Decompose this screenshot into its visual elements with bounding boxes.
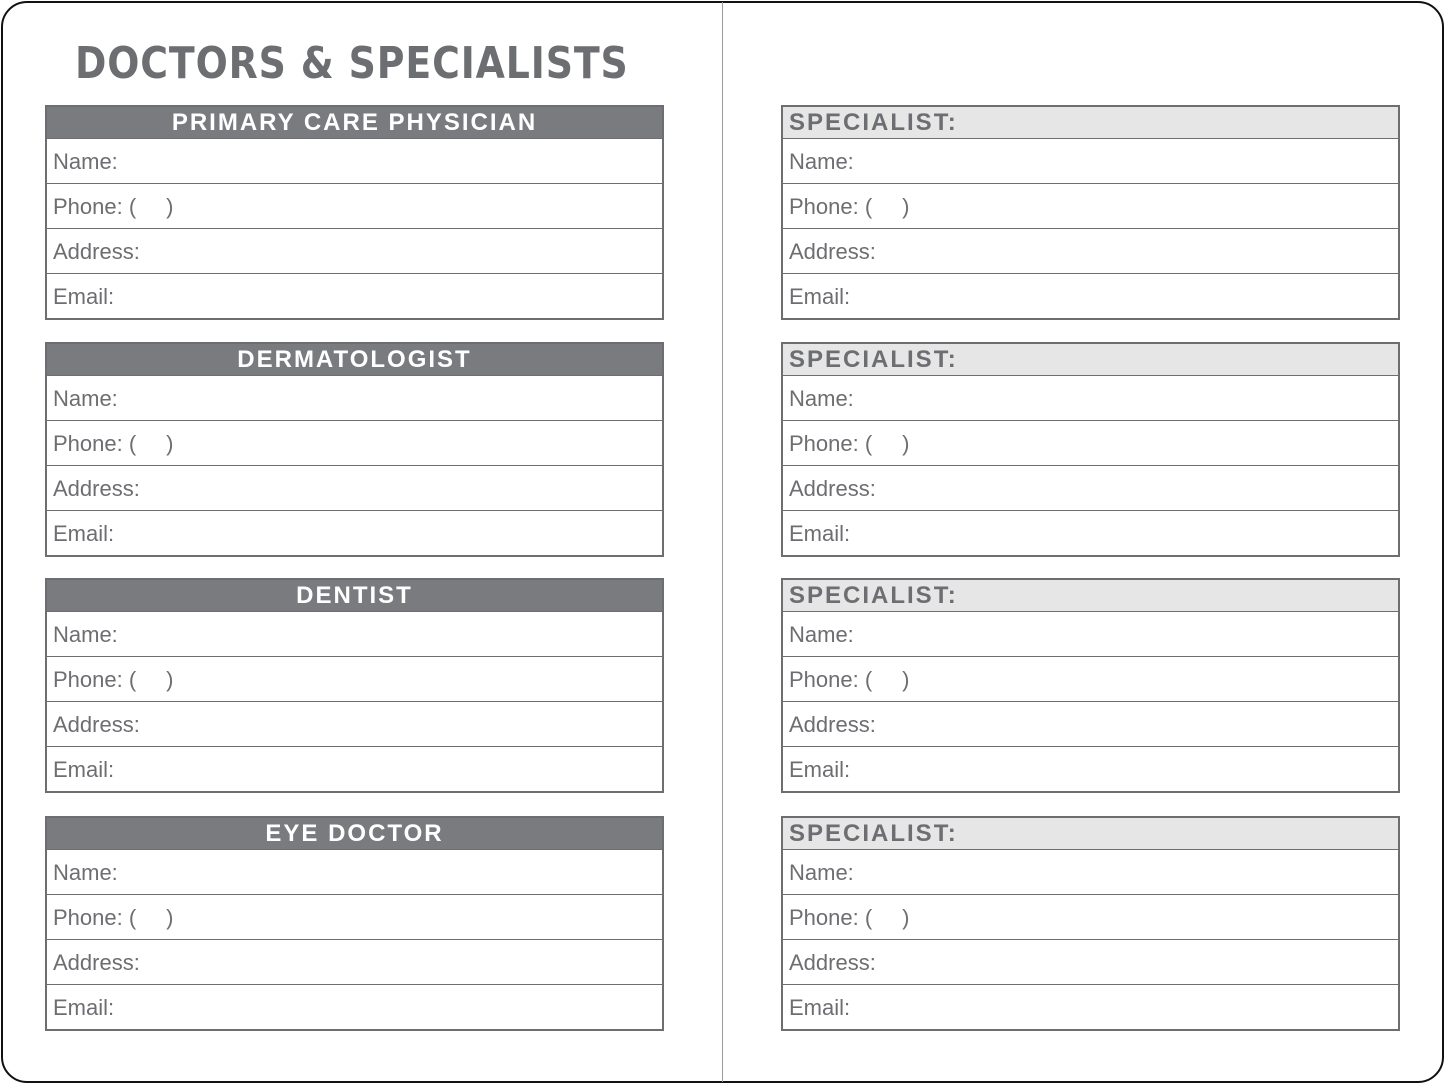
name-label: Name: [789,622,854,647]
phone-label: Phone: ( [53,194,137,219]
email-label: Email: [53,521,115,546]
specialist-card-1 [781,105,1400,320]
address-field[interactable] [783,466,1398,511]
phone-field[interactable] [783,421,1398,466]
specialist-title-field[interactable]: SPECIALIST: [783,580,1398,612]
name-field[interactable] [47,612,662,657]
email-field[interactable] [783,511,1398,556]
card-title: DENTIST [47,580,662,612]
address-label: Address: [789,712,876,737]
specialist-card-4 [781,816,1400,1031]
email-field[interactable] [47,511,662,556]
card-title: DERMATOLOGIST [47,344,662,376]
page-spine-divider [722,2,723,1082]
name-label: Name: [789,149,854,174]
dermatologist-card [45,342,664,557]
email-field[interactable] [47,985,662,1030]
phone-paren-close: ) [902,905,910,930]
primary-care-card [45,105,664,320]
address-field[interactable] [783,702,1398,747]
address-field[interactable] [47,466,662,511]
page-title: DOCTORS & SPECIALISTS [75,38,629,89]
address-field[interactable] [783,229,1398,274]
phone-field[interactable] [783,184,1398,229]
phone-label: Phone: ( [53,905,137,930]
email-label: Email: [789,521,851,546]
address-label: Address: [53,712,140,737]
address-label: Address: [789,950,876,975]
phone-field[interactable] [47,421,662,466]
phone-field[interactable] [47,895,662,940]
name-label: Name: [789,860,854,885]
email-field[interactable] [47,747,662,792]
address-label: Address: [53,950,140,975]
address-label: Address: [789,476,876,501]
phone-label: Phone: ( [789,905,873,930]
email-label: Email: [789,995,851,1020]
specialist-card-3 [781,578,1400,793]
phone-paren-close: ) [166,667,174,692]
address-field[interactable] [47,702,662,747]
email-label: Email: [53,995,115,1020]
email-field[interactable] [783,274,1398,319]
phone-paren-close: ) [902,431,910,456]
address-label: Address: [789,239,876,264]
address-label: Address: [53,239,140,264]
phone-paren-close: ) [166,905,174,930]
name-field[interactable] [47,139,662,184]
name-field[interactable] [47,850,662,895]
address-field[interactable] [783,940,1398,985]
name-field[interactable] [783,612,1398,657]
phone-field[interactable] [47,657,662,702]
phone-field[interactable] [783,895,1398,940]
name-label: Name: [53,622,118,647]
phone-label: Phone: ( [789,667,873,692]
name-label: Name: [53,149,118,174]
phone-label: Phone: ( [53,667,137,692]
name-label: Name: [53,860,118,885]
address-field[interactable] [47,229,662,274]
specialist-title-field[interactable]: SPECIALIST: [783,107,1398,139]
name-label: Name: [53,386,118,411]
name-label: Name: [789,386,854,411]
address-label: Address: [53,476,140,501]
phone-field[interactable] [783,657,1398,702]
phone-label: Phone: ( [789,431,873,456]
phone-label: Phone: ( [789,194,873,219]
email-label: Email: [789,757,851,782]
email-field[interactable] [783,747,1398,792]
specialist-card-2 [781,342,1400,557]
eye-doctor-card [45,816,664,1031]
phone-paren-close: ) [166,194,174,219]
specialist-title-field[interactable]: SPECIALIST: [783,344,1398,376]
phone-field[interactable] [47,184,662,229]
card-title: EYE DOCTOR [47,818,662,850]
email-label: Email: [53,284,115,309]
phone-label: Phone: ( [53,431,137,456]
name-field[interactable] [783,376,1398,421]
name-field[interactable] [783,139,1398,184]
email-label: Email: [53,757,115,782]
name-field[interactable] [783,850,1398,895]
email-label: Email: [789,284,851,309]
email-field[interactable] [783,985,1398,1030]
phone-paren-close: ) [166,431,174,456]
email-field[interactable] [47,274,662,319]
phone-paren-close: ) [902,194,910,219]
card-title: PRIMARY CARE PHYSICIAN [47,107,662,139]
dentist-card [45,578,664,793]
name-field[interactable] [47,376,662,421]
specialist-title-field[interactable]: SPECIALIST: [783,818,1398,850]
address-field[interactable] [47,940,662,985]
phone-paren-close: ) [902,667,910,692]
